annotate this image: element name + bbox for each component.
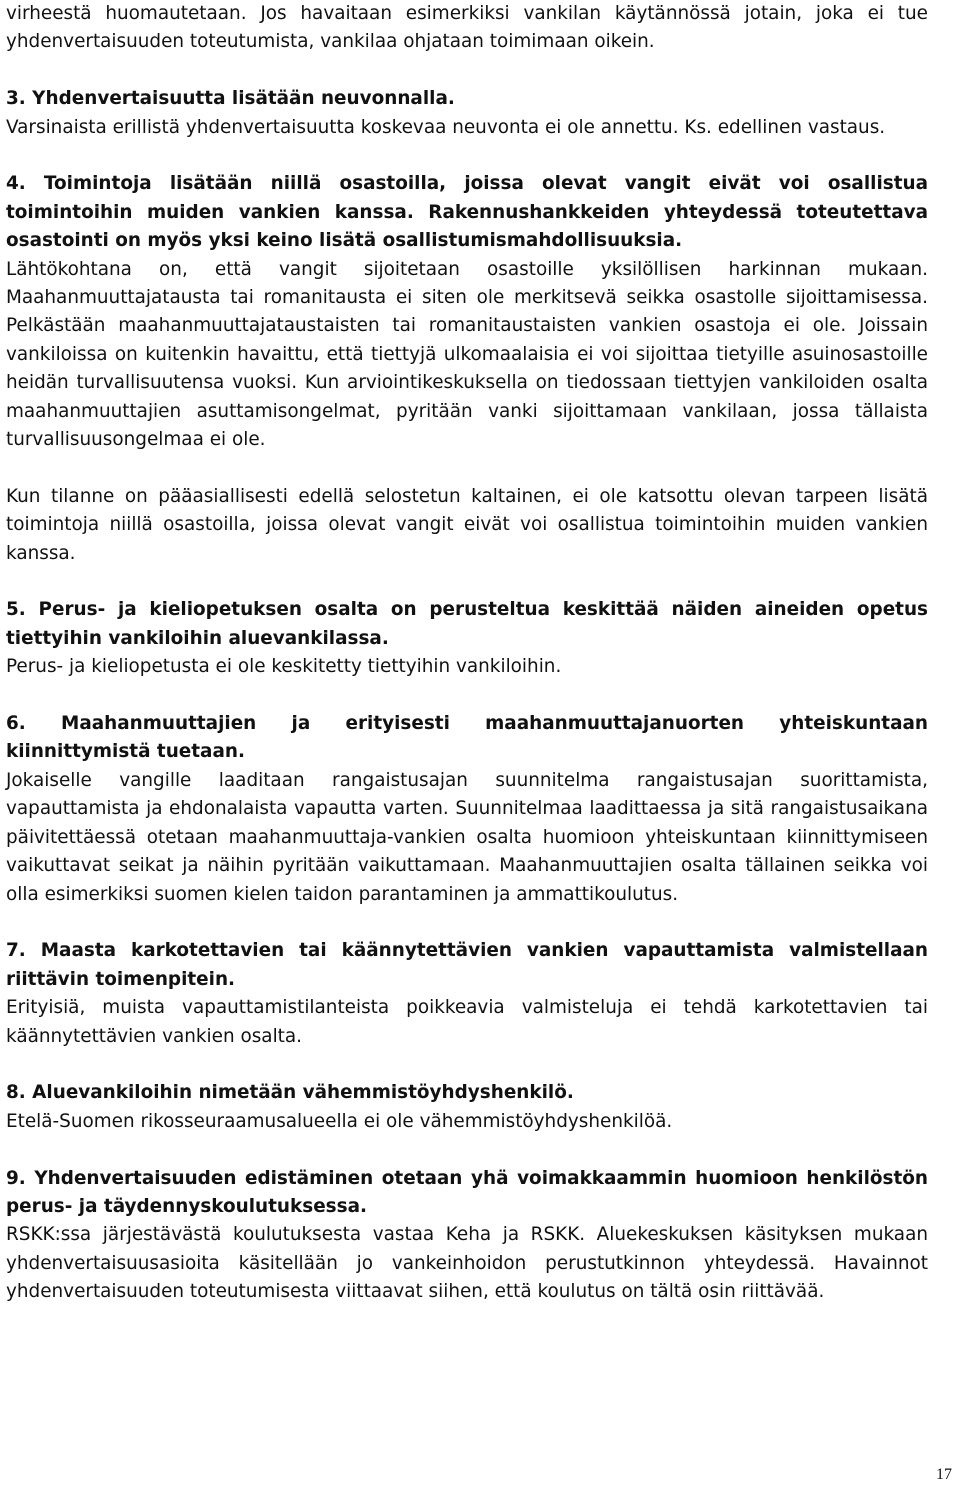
section-8-body: Etelä-Suomen rikosseuraamusalueella ei ole vähemmistöyhdyshenkilöä.: [6, 1110, 673, 1132]
paragraph-spacer: [6, 142, 928, 170]
section-7-body: Erityisiä, muista vapauttamistilanteista poikkeavia valmisteluja ei tehdä karkotettavien tai käännytettävien vankien osalta.: [6, 997, 928, 1047]
section-5-heading: 5. Perus- ja kieliopetuksen osalta on perusteltua keskittää näiden aineiden opetus tiettyihin vankiloihin aluevankilassa.: [6, 599, 928, 649]
section-4-body: Lähtökohtana on, että vangit sijoitetaan osastoille yksilöllisen harkinnan mukaan. Maahanmuuttajatausta tai romanitausta ei siten ole merkitsevä seikka osastolle sijoittamisessa. Pelkästään maahanmuuttajataustaisten tai romanitaustaisten vankien osastoja ei ole. Joissain vankiloissa on kuitenkin havaittu, että tiettyjä ulkomaalaisia ei voi sijoittaa tietyille asuinosastoille heidän turvallisuutensa vuoksi. Kun arviointikeskuksella on tiedossaan tiettyjen vankiloiden osalta maahanmuuttajien asuttamisongelmat, pyritään vanki sijoittamaan vankilaan, jossa tällaista turvallisuusongelmaa ei ole.: [6, 258, 928, 451]
section-4-extra: Kun tilanne on pääasiallisesti edellä selostetun kaltainen, ei ole katsottu olevan tarpeen lisätä toimintoja niillä osastoilla, joissa olevat vangit eivät voi osallistua toimintoihin muiden vankien kanssa.: [6, 485, 928, 564]
paragraph-spacer: [6, 682, 928, 710]
section-9-body: RSKK:ssa järjestävästä koulutuksesta vastaa Keha ja RSKK. Aluekeskuksen käsityksen mukaan yhdenvertaisuusasioita käsitellään jo vankeinhoidon perustutkinnon yhteydessä. Havainnot yhdenvertaisuuden toteutumisesta viittaavat siihen, että koulutus on tältä osin riittävää.: [6, 1224, 928, 1303]
section-5-body: Perus- ja kieliopetusta ei ole keskitetty tiettyihin vankiloihin.: [6, 656, 562, 678]
section-3-heading: 3. Yhdenvertaisuutta lisätään neuvonnalla.: [6, 88, 455, 110]
paragraph-spacer: [6, 57, 928, 85]
paragraph-spacer: [6, 1051, 928, 1079]
paragraph-spacer: [6, 568, 928, 596]
section-9-heading: 9. Yhdenvertaisuuden edistäminen otetaan yhä voimakkaammin huomioon henkilöstön perus- ja täydennyskoulutuksessa.: [6, 1167, 928, 1217]
section-6-body: Jokaiselle vangille laaditaan rangaistusajan suunnitelma rangaistusajan suorittamista, vapauttamista ja ehdonalaista vapautta varten. Suunnitelmaa laadittaessa ja sitä rangaistusaikana päivitettäessä otetaan maahanmuuttaja-vankien osalta huomioon yhteiskuntaan kiinnittymiseen vaikuttavat seikat ja näihin pyritään vaikuttamaan. Maahanmuuttajien osalta tällainen seikka voi olla esimerkiksi suomen kielen taidon parantaminen ja ammattikoulutus.: [6, 769, 928, 905]
document-page: [6, 0, 928, 1307]
section-7-heading: 7. Maasta karkotettavien tai käännytettävien vankien vapauttamista valmistellaan riittävin toimenpitein.: [6, 940, 928, 990]
paragraph-spacer: [6, 909, 928, 937]
section-4-heading: 4. Toimintoja lisätään niillä osastoilla, joissa olevat vangit eivät voi osallistua toimintoihin muiden vankien kanssa. Rakennushankkeiden yhteydessä toteutettava osastointi on myös yksi keino lisätä osallistumismahdollisuuksia.: [6, 173, 928, 252]
page-number: 17: [936, 1466, 952, 1483]
section-3-body: Varsinaista erillistä yhdenvertaisuutta koskevaa neuvonta ei ole annettu. Ks. edellinen vastaus.: [6, 116, 886, 138]
section-6-heading: 6. Maahanmuuttajien ja erityisesti maahanmuuttajanuorten yhteiskuntaan kiinnittymistä tuetaan.: [6, 713, 928, 763]
paragraph-spacer: [6, 454, 928, 482]
section-8-heading: 8. Aluevankiloihin nimetään vähemmistöyhdyshenkilö.: [6, 1082, 574, 1104]
paragraph-spacer: [6, 1136, 928, 1164]
opening-paragraph: virheestä huomautetaan. Jos havaitaan esimerkiksi vankilan käytännössä jotain, joka ei tue yhdenvertaisuuden toteutumista, vankilaa ohjataan toimimaan oikein.: [6, 3, 928, 53]
